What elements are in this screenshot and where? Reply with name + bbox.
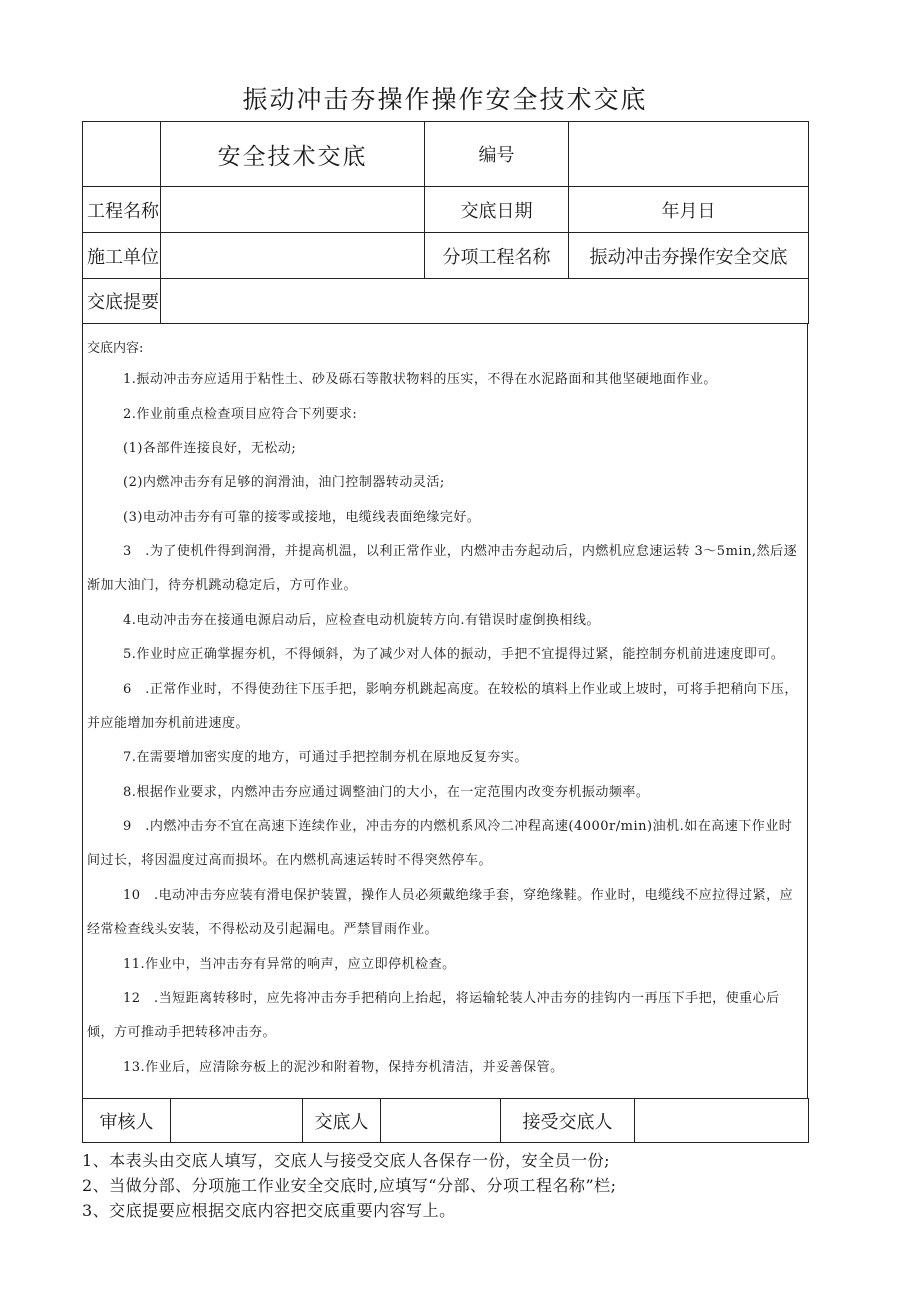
content-paragraph: 8.根据作业要求，内燃冲击夯应通过调整油门的大小，在一定范围内改变夯机振动频率。 [123,785,650,800]
content-heading: 交底内容: [87,341,144,356]
header-blank-cell [83,122,161,187]
discloser-field[interactable] [381,1099,501,1143]
footnote: 3、交底提要应根据交底内容把交底重要内容写上。 [82,1201,456,1220]
subproject-label: 分项工程名称 [425,233,569,279]
content-paragraph: 9 .内燃冲击夯不宜在高速下连续作业，冲击夯的内燃机系风冷二冲程高速(4000r/min)油机.如在高速下作业时间过长，将因温度过高而损坏。在内燃机高速运转时不得突然停车。 [87,819,793,868]
content-paragraph: (2)内燃冲击夯有足够的润滑油，油门控制器转动灵活; [123,475,445,490]
content-paragraph: 2.作业前重点检查项目应符合下列要求: [123,407,358,422]
project-name-label: 工程名称 [83,187,161,233]
reviewer-field[interactable] [171,1099,303,1143]
doc-type-label: 安全技术交底 [161,122,425,187]
page-title: 振动冲击夯操作操作安全技术交底 [242,85,648,114]
content-paragraph: 10 .电动冲击夯应装有滑电保护装置，操作人员必须戴绝缘手套，穿绝缘鞋。作业时，电缆线不应拉得过紧，应经常检查线头安装，不得松动及引起漏电。严禁冒雨作业。 [87,888,794,937]
content-paragraph: 11.作业中，当冲击夯有异常的响声，应立即停机检查。 [123,957,456,972]
content-paragraph: 7.在需要增加密实度的地方，可通过手把控制夯机在原地反复夯实。 [123,750,528,765]
footnote: 2、当做分部、分项施工作业安全交底时,应填写“分部、分项工程名称”栏; [82,1176,617,1195]
footnote: 1、本表头由交底人填写，交底人与接受交底人各保存一份，安全员一份; [82,1151,611,1170]
unit-field[interactable] [161,233,425,279]
discloser-label: 交底人 [303,1099,381,1143]
summary-field[interactable] [161,279,809,324]
subproject-field[interactable]: 振动冲击夯操作安全交底 [569,233,809,279]
number-label: 编号 [425,122,569,187]
reviewer-label: 审核人 [83,1099,171,1143]
content-box [82,323,808,1099]
content-paragraph: 12 .当短距离转移时，应先将冲击夯手把稍向上抬起，将运输轮装人冲击夯的挂钩内一再压下手把，使重心后倾，方可推动手把转移冲击夯。 [87,991,780,1040]
content-paragraph: 13.作业后，应清除夯板上的泥沙和附着物，保持夯机清洁，并妥善保管。 [123,1060,564,1075]
number-field[interactable] [569,122,809,187]
content-paragraph: 5.作业时应正确掌握夯机，不得倾斜，为了减少对人体的振动，手把不宜提得过紧，能控制夯机前进速度即可。 [123,647,785,662]
content-paragraph: 4.电动冲击夯在接通电源启动后，应检查电动机旋转方向.有错误时虚倒换相线。 [123,613,601,628]
date-label: 交底日期 [425,187,569,233]
signature-table [82,1098,809,1143]
receiver-field[interactable] [635,1099,809,1143]
date-field[interactable]: 年月日 [569,187,809,233]
receiver-label: 接受交底人 [501,1099,635,1143]
summary-label: 交底提要 [83,279,161,324]
header-table [82,121,809,324]
content-paragraph: (1)各部件连接良好，无松动; [123,441,297,456]
content-paragraph: 1.振动冲击夯应适用于粘性土、砂及砾石等散状物料的压实，不得在水泥路面和其他坚硬地面作业。 [123,372,717,387]
project-name-field[interactable] [161,187,425,233]
unit-label: 施工单位 [83,233,161,279]
content-paragraph: 3 .为了使机件得到润滑，并提高机温，以利正常作业，内燃冲击夯起动后，内燃机应怠速运转 3～5min,然后逐渐加大油门，待夯机跳动稳定后，方可作业。 [87,544,798,593]
content-paragraph: (3)电动冲击夯有可靠的接零或接地，电缆线表面绝缘完好。 [123,510,481,525]
content-paragraph: 6 .正常作业时，不得使劲往下压手把，影响夯机跳起高度。在较松的填料上作业或上坡时，可将手把稍向下压，并应能增加夯机前进速度。 [87,682,798,731]
footnotes [82,1148,617,1223]
